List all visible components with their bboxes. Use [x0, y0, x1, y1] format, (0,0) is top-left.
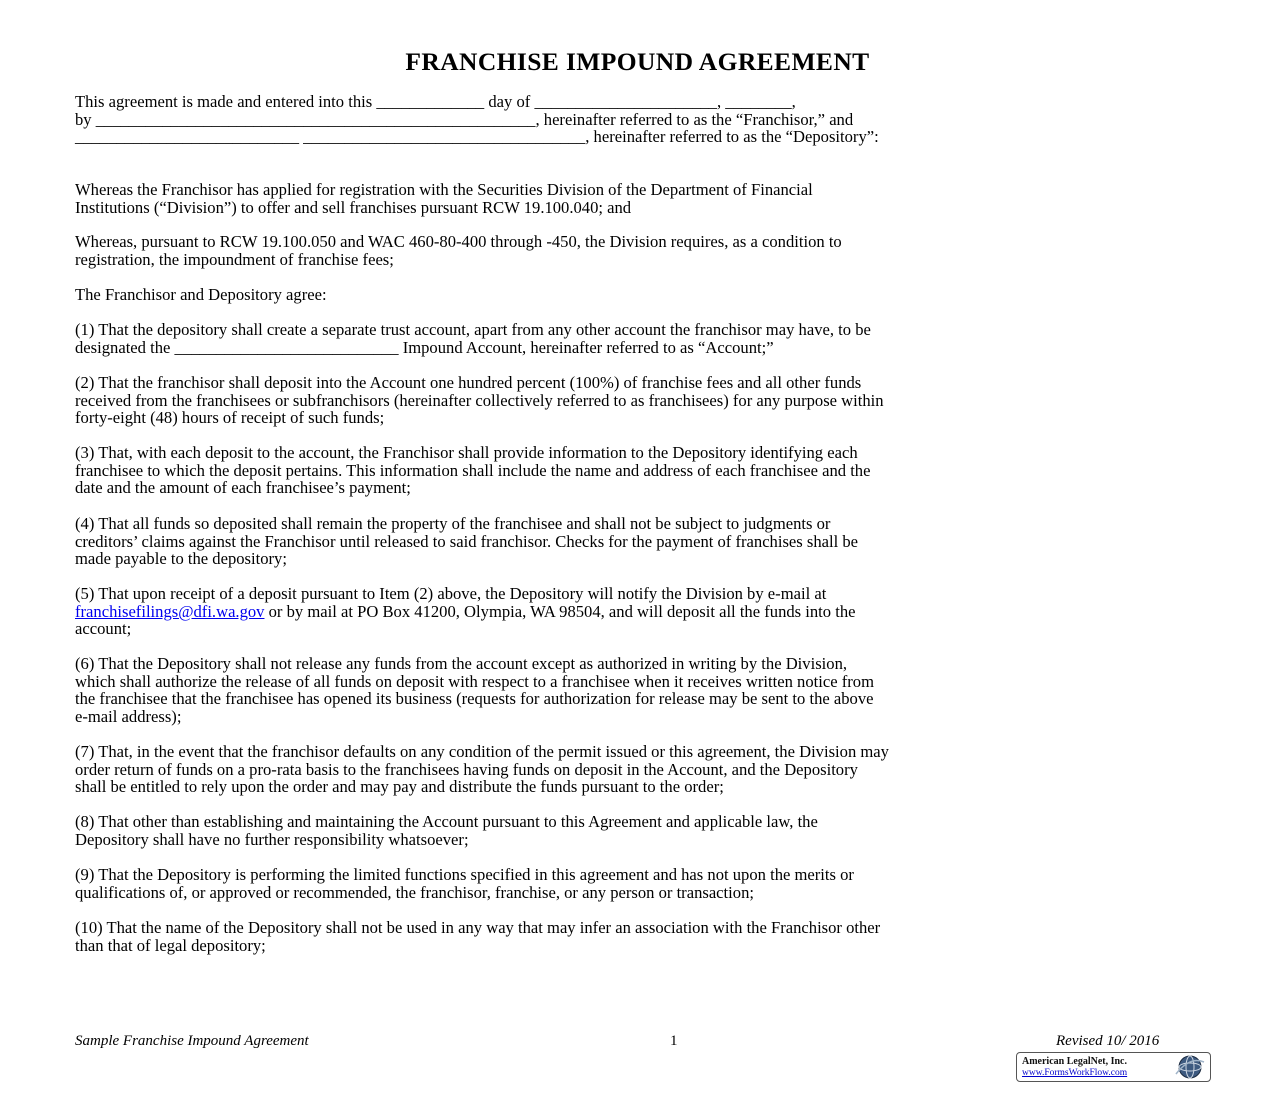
footer-revision: Revised 10/ 2016 [1056, 1033, 1160, 1049]
paragraph-line: e-mail address); [75, 706, 182, 726]
paragraph-text: or by mail at PO Box 41200, Olympia, WA 98504, and will deposit all the funds into the [264, 601, 856, 621]
paragraph-line: the franchisee that the franchisee has opened its business (requests for authorization for release may be sent to the above [75, 689, 874, 709]
paragraph-line: made payable to the depository; [75, 549, 287, 569]
footer-page-number: 1 [670, 1033, 678, 1049]
intro-line: by _____________________________________________________, hereinafter referred to as the “Franchisor,” and [75, 109, 854, 129]
clause-5 [75, 585, 1205, 638]
paragraph-line: The Franchisor and Depository agree: [75, 285, 327, 304]
paragraph-line: (9) That the Depository is performing the limited functions specified in this agreement and has not upon the merits or [75, 865, 854, 884]
clause-4 [75, 515, 1205, 568]
whereas-paragraph-1 [75, 181, 1205, 216]
clause-3 [75, 444, 1205, 497]
footer-form-name: Sample Franchise Impound Agreement [75, 1033, 309, 1049]
paragraph-line: forty-eight (48) hours of receipt of such funds; [75, 408, 385, 428]
paragraph-line: Whereas, pursuant to RCW 19.100.050 and WAC 460-80-400 through -450, the Division requires, as a condition to [75, 232, 842, 251]
intro-line: This agreement is made and entered into this _____________ day of ______________________, ________, [75, 92, 796, 111]
badge-company-name: American LegalNet, Inc. [1022, 1056, 1127, 1067]
paragraph-line: Depository shall have no further responsibility whatsoever; [75, 829, 469, 849]
whereas-paragraph-2 [75, 233, 1205, 268]
paragraph-line: account; [75, 619, 132, 639]
paragraph-line: received from the franchisees or subfranchisors (hereinafter collectively referred to as franchisees) for any purpose within [75, 390, 884, 410]
paragraph-line: date and the amount of each franchisee’s payment; [75, 478, 411, 498]
paragraph-line: (1) That the depository shall create a separate trust account, apart from any other account the franchisor may have, to be [75, 320, 871, 339]
badge-website-link[interactable]: www.FormsWorkFlow.com [1022, 1068, 1128, 1078]
clause-9 [75, 866, 1205, 901]
paragraph-line: (4) That all funds so deposited shall remain the property of the franchisee and shall not be subject to judgments or [75, 514, 831, 533]
document-title: FRANCHISE IMPOUND AGREEMENT [405, 47, 870, 76]
clause-1 [75, 321, 1205, 356]
paragraph-line: (2) That the franchisor shall deposit into the Account one hundred percent (100%) of franchise fees and all other funds [75, 373, 862, 392]
paragraph-line: registration, the impoundment of franchise fees; [75, 249, 394, 269]
paragraph-line: Institutions (“Division”) to offer and sell franchises pursuant RCW 19.100.040; and [75, 197, 632, 217]
paragraph-line: franchisee to which the deposit pertains. This information shall include the name and address of each franchisee and the [75, 460, 871, 480]
globe-logo-icon [1173, 1054, 1207, 1080]
paragraph-line: (3) That, with each deposit to the account, the Franchisor shall provide information to the Depository identifying each [75, 443, 858, 462]
email-link[interactable]: franchisefilings@dfi.wa.gov [75, 601, 265, 621]
paragraph-line: shall be entitled to rely upon the order and may pay and distribute the funds pursuant to the order; [75, 777, 724, 797]
paragraph-line [75, 603, 1205, 621]
clause-8 [75, 813, 1205, 848]
clause-7 [75, 743, 1205, 796]
paragraph-line: (10) That the name of the Depository shall not be used in any way that may infer an association with the Franchisor other [75, 918, 881, 937]
american-legalnet-badge[interactable] [1016, 1052, 1211, 1082]
paragraph-line: Whereas the Franchisor has applied for registration with the Securities Division of the Department of Financial [75, 180, 813, 199]
intro-line: ___________________________ __________________________________, hereinafter referred to as the “Depository”: [75, 127, 879, 147]
clause-10 [75, 919, 1205, 954]
paragraph-line: qualifications of, or approved or recommended, the franchisor, franchise, or any person or transaction; [75, 882, 754, 902]
paragraph-line: (7) That, in the event that the franchisor defaults on any condition of the permit issued or this agreement, the Division may [75, 742, 889, 761]
agree-paragraph [75, 286, 1205, 304]
paragraph-line: (5) That upon receipt of a deposit pursuant to Item (2) above, the Depository will notify the Division by e-mail at [75, 584, 827, 603]
paragraph-line: creditors’ claims against the Franchisor until released to said franchisor. Checks for the payment of franchises shall be [75, 531, 859, 551]
paragraph-line: (8) That other than establishing and maintaining the Account pursuant to this Agreement and applicable law, the [75, 812, 818, 831]
paragraph-line: (6) That the Depository shall not release any funds from the account except as authorized in writing by the Division, [75, 654, 848, 673]
clause-6 [75, 655, 1205, 725]
paragraph-line: than that of legal depository; [75, 935, 266, 955]
paragraph-line: order return of funds on a pro-rata basis to the franchisees having funds on deposit in the Account, and the Depository [75, 759, 858, 779]
paragraph-line: which shall authorize the release of all funds on deposit with respect to a franchisee when it receives written notice from [75, 671, 874, 691]
clause-2 [75, 374, 1205, 427]
intro-paragraph [75, 93, 1205, 146]
paragraph-line: designated the ___________________________ Impound Account, hereinafter referred to as “Account;” [75, 337, 774, 357]
